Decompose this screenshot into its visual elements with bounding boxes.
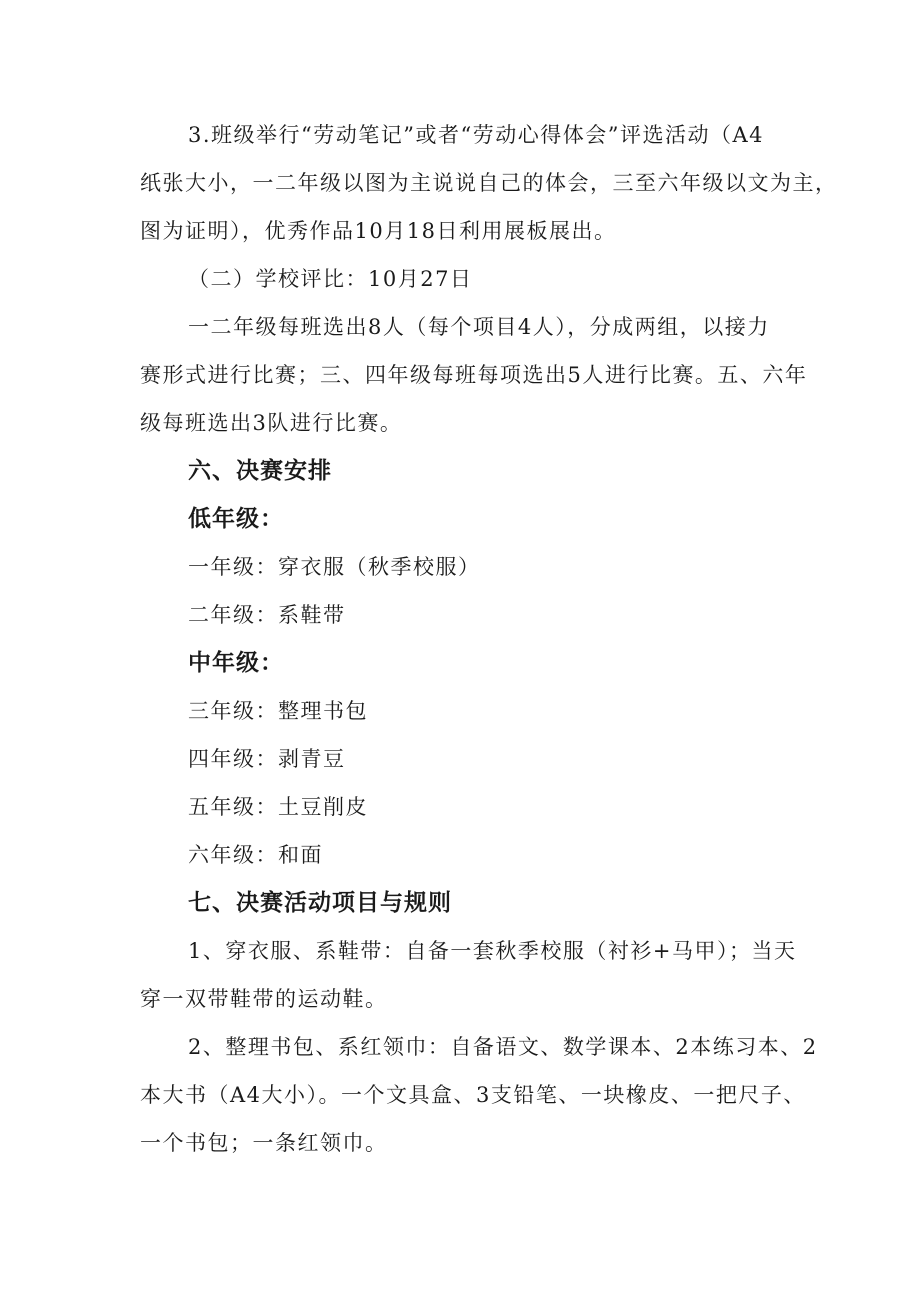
section-six-heading: 六、决赛安排 [188,458,332,484]
school-eval-line2: 赛形式进行比赛；三、四年级每班每项选出5人进行比赛。五、六年 [140,363,808,387]
rule2-line2: 本大书（A4大小）。一个文具盒、3支铅笔、一块橡皮、一把尺子、 [140,1083,806,1107]
grade1-item: 一年级：穿衣服（秋季校服） [188,555,481,579]
grade5-item: 五年级：土豆削皮 [188,795,368,819]
rule2-line3: 一个书包；一条红领巾。 [140,1131,388,1155]
rule2-line1: 2、整理书包、系红领巾：自备语文、数学课本、2本练习本、2 [188,1035,818,1059]
rule1-line1: 1、穿衣服、系鞋带：自备一套秋季校服（衬衫+马甲）；当天 [188,939,797,963]
grade2-item: 二年级：系鞋带 [188,603,346,627]
item3-line2: 纸张大小，一二年级以图为主说说自己的体会，三至六年级以文为主， [140,171,838,195]
grade3-item: 三年级：整理书包 [188,699,368,723]
grade4-item: 四年级：剥青豆 [188,747,346,771]
item3-line1: 3.班级举行“劳动笔记”或者“劳动心得体会”评选活动（A4 [188,123,765,147]
school-eval-title: （二）学校评比：10月27日 [188,267,473,291]
section-seven-heading: 七、决赛活动项目与规则 [188,890,452,916]
school-eval-line3: 级每班选出3队进行比赛。 [140,411,403,435]
grade6-item: 六年级：和面 [188,843,323,867]
school-eval-line1: 一二年级每班选出8人（每个项目4人），分成两组，以接力 [188,315,770,339]
lower-grade-heading: 低年级： [188,506,284,532]
item3-line3: 图为证明），优秀作品10月18日利用展板展出。 [140,219,617,243]
rule1-line2: 穿一双带鞋带的运动鞋。 [140,987,388,1011]
middle-grade-heading: 中年级： [188,650,284,676]
